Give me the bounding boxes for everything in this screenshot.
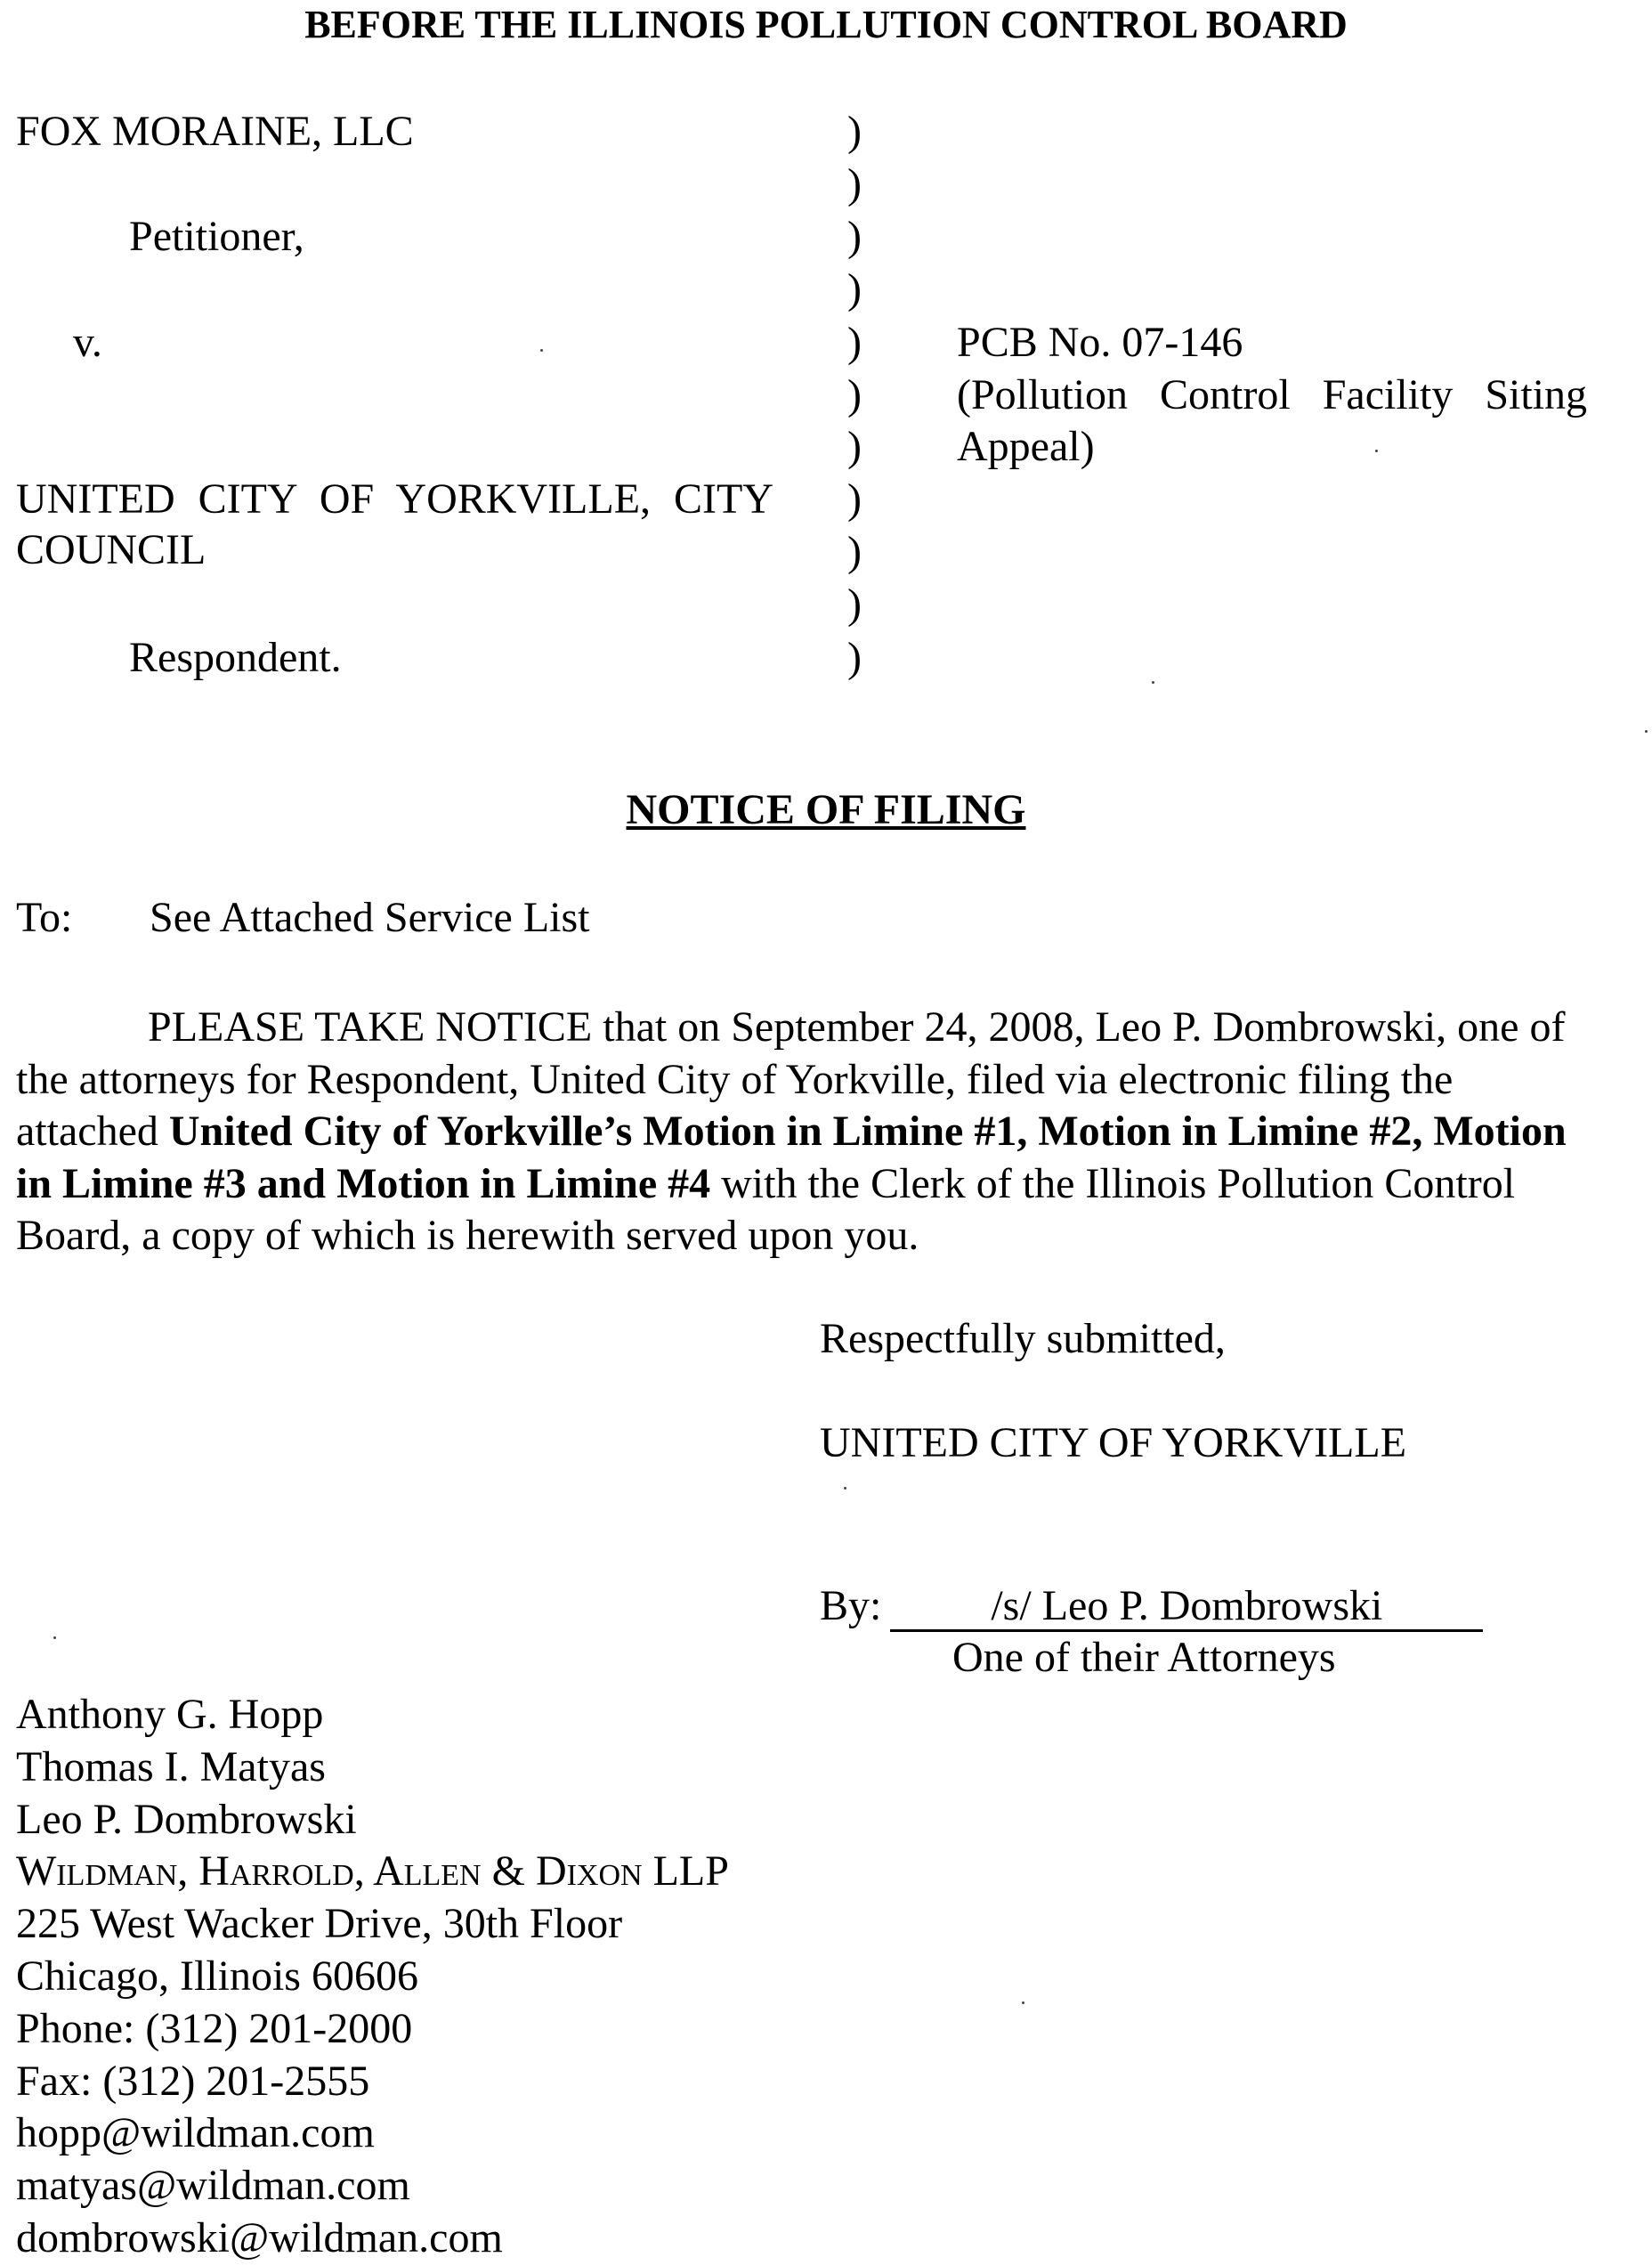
caption-paren: ) [847, 213, 862, 260]
caption-paren: ) [847, 265, 862, 313]
signature-line [820, 1582, 1483, 1632]
scan-speck [53, 1636, 56, 1639]
attorney-email: hopp@wildman.com [16, 2109, 375, 2157]
respondent-name-line1: UNITED CITY OF YORKVILLE, CITY [16, 475, 773, 523]
attorney-name: Anthony G. Hopp [16, 1691, 324, 1738]
attorney-block [16, 1689, 729, 2265]
signer-name: /s/ Leo P. Dombrowski [890, 1585, 1483, 1632]
case-type-line1: (Pollution Control Facility Siting [957, 371, 1588, 418]
caption-paren: ) [847, 634, 862, 681]
scan-speck [1375, 450, 1378, 452]
firm-phone: Phone: (312) 201-2000 [16, 2004, 413, 2052]
caption-paren: ) [847, 319, 862, 366]
scan-speck [540, 349, 543, 352]
scan-speck [1152, 681, 1154, 684]
closing-text: Respectfully submitted, [820, 1315, 1226, 1362]
firm-fax: Fax: (312) 201-2555 [16, 2057, 370, 2105]
to-label: To: [16, 894, 73, 941]
signer-title: One of their Attorneys [952, 1634, 1336, 1681]
case-number: PCB No. 07-146 [957, 319, 1243, 366]
caption-paren: ) [847, 475, 862, 523]
attorney-email: matyas@wildman.com [16, 2162, 410, 2210]
respondent-role: Respondent. [129, 634, 342, 681]
versus-label: v. [73, 319, 102, 366]
petitioner-name: FOX MORAINE, LLC [16, 108, 414, 155]
caption-paren: ) [847, 160, 862, 207]
notice-title: NOTICE OF FILING [626, 786, 1026, 833]
caption-paren: ) [847, 108, 862, 155]
signing-party: UNITED CITY OF YORKVILLE [820, 1419, 1407, 1466]
attorney-email: dombrowski@wildman.com [16, 2213, 503, 2261]
to-value: See Attached Service List [150, 894, 590, 941]
court-title: BEFORE THE ILLINOIS POLLUTION CONTROL BOARD [304, 3, 1348, 46]
attorney-name: Leo P. Dombrowski [16, 1795, 357, 1843]
caption-paren: ) [847, 580, 862, 628]
case-type-line2: Appeal) [957, 423, 1095, 470]
notice-body [16, 1002, 1593, 1262]
firm-city-address: Chicago, Illinois 60606 [16, 1952, 418, 2000]
respondent-name-line2: COUNCIL [16, 526, 206, 573]
notice-body-motions: United City of Yorkville’s Motion in Limine #1, Motion in Limine #2, Motion in Limine #3 and Motion in Limine #4 [16, 1108, 1567, 1207]
caption-paren: ) [847, 371, 862, 418]
caption-paren: ) [847, 423, 862, 470]
firm-street-address: 225 West Wacker Drive, 30th Floor [16, 1900, 623, 1948]
petitioner-role: Petitioner, [129, 213, 304, 260]
notice-body-text-1: PLEASE TAKE NOTICE that on September 24, 2008, Leo P. Dombrowski, one of the attorneys for Respondent, United City of Yorkville, filed via electronic filing the attached [16, 1003, 1566, 1155]
law-firm-name: Wildman, Harrold, Allen & Dixon LLP [16, 1847, 729, 1896]
by-label: By: [820, 1582, 882, 1629]
notice-body-text-2: with the Clerk of the Illinois Pollution Control Board, a copy of which is herewith served upon you. [16, 1159, 1516, 1259]
scan-speck [1645, 730, 1648, 733]
scan-speck [1022, 2001, 1024, 2004]
scan-speck [844, 1487, 846, 1490]
attorney-name: Thomas I. Matyas [16, 1742, 326, 1790]
caption-paren: ) [847, 528, 862, 575]
